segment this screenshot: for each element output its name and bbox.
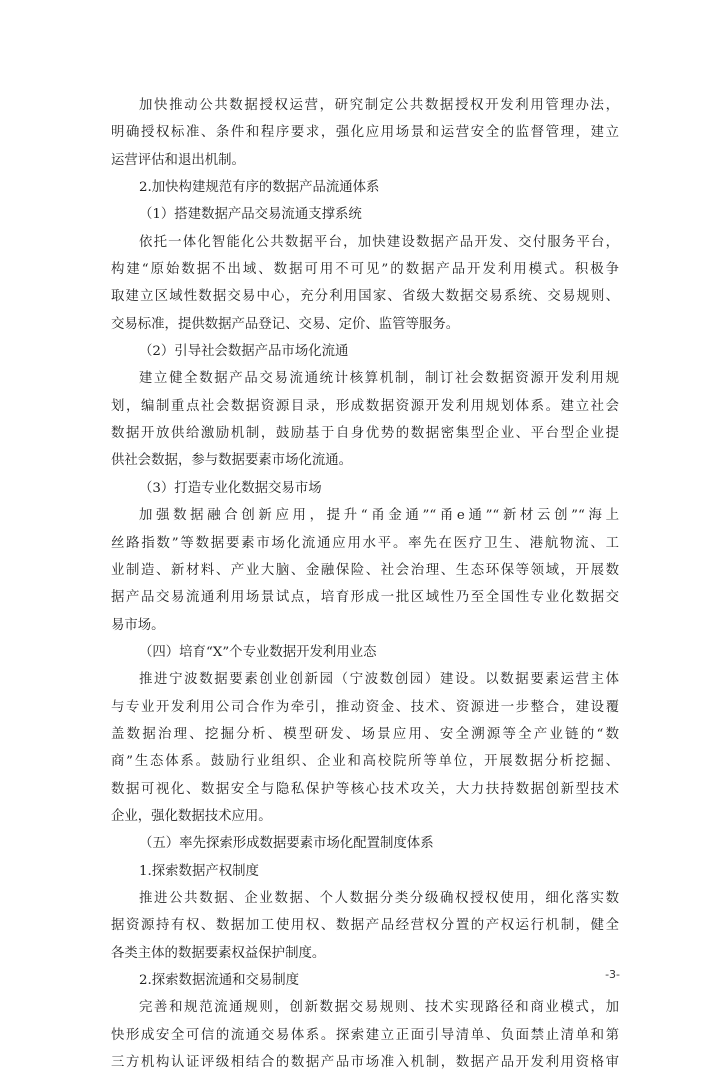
subsection-heading: 1.探索数据产权制度 bbox=[139, 863, 259, 879]
text-line: 与专业开发利用公司合作为牵引，推动资金、技术、资源进一步整合，建设覆 bbox=[111, 699, 619, 715]
text-line: 运营评估和退出机制。 bbox=[111, 152, 245, 168]
text-line: 明确授权标准、条件和程序要求，强化应用场景和运营安全的监督管理，建立 bbox=[111, 125, 619, 141]
text-line: 交易标准，提供数据产品登记、交易、定价、监管等服务。 bbox=[111, 316, 460, 332]
subsection-heading: （2）引导社会数据产品市场化流通 bbox=[139, 344, 349, 360]
text-line: 快形成安全可信的流通交易体系。探索建立正面引导清单、负面禁止清单和第 bbox=[111, 1027, 619, 1043]
text-line: 数据开放供给激励机制，鼓励基于自身优势的数据密集型企业、平台型企业提 bbox=[111, 426, 619, 442]
text-line: 丝路指数”等数据要素市场化流通应用水平。率先在医疗卫生、港航物流、工 bbox=[111, 535, 619, 551]
page-number: -3- bbox=[605, 968, 620, 981]
text-line: 推进宁波数据要素创业创新园（宁波数创园）建设。以数据要素运营主体 bbox=[139, 672, 619, 688]
text-line: 据资源持有权、数据加工使用权、数据产品经营权分置的产权运行机制，健全 bbox=[111, 918, 619, 934]
section-heading: （五）率先探索形成数据要素市场化配置制度体系 bbox=[139, 836, 434, 852]
text-line: 加强数据融合创新应用，提升“甬金通”“甬e通”“新材云创”“海上 bbox=[139, 508, 619, 524]
section-heading: （四）培育“X”个专业数据开发利用业态 bbox=[139, 644, 377, 660]
body-text bbox=[111, 92, 619, 1076]
text-line: 建立健全数据产品交易流通统计核算机制，制订社会数据资源开发利用规 bbox=[139, 371, 619, 387]
text-line: 据产品交易流通利用场景试点，培育形成一批区域性乃至全国性专业化数据交 bbox=[111, 590, 619, 606]
text-line: 推进公共数据、企业数据、个人数据分类分级确权授权使用，细化落实数 bbox=[139, 890, 619, 906]
text-line: 取建立区域性数据交易中心，充分利用国家、省级大数据交易系统、交易规则、 bbox=[111, 289, 619, 305]
text-line: 依托一体化智能化公共数据平台，加快建设数据产品开发、交付服务平台， bbox=[139, 234, 619, 250]
text-line: 供社会数据，参与数据要素市场化流通。 bbox=[111, 453, 353, 469]
text-line: 各类主体的数据要素权益保护制度。 bbox=[111, 945, 326, 961]
section-heading: 2.加快构建规范有序的数据产品流通体系 bbox=[139, 180, 380, 196]
text-line: 盖数据治理、挖掘分析、模型研发、场景应用、安全溯源等全产业链的“数 bbox=[111, 726, 619, 742]
text-line: 数据可视化、数据安全与隐私保护等核心技术攻关，大力扶持数据创新型技术 bbox=[111, 781, 619, 797]
text-line: 构建“原始数据不出域、数据可用不可见”的数据产品开发利用模式。积极争 bbox=[111, 262, 619, 278]
subsection-heading: （3）打造专业化数据交易市场 bbox=[139, 480, 322, 496]
text-line: 完善和规范流通规则，创新数据交易规则、技术实现路径和商业模式，加 bbox=[139, 1000, 619, 1016]
text-line: 三方机构认证评级相结合的数据产品市场准入机制，数据产品开发利用资格审 bbox=[111, 1055, 619, 1071]
subsection-heading: 2.探索数据流通和交易制度 bbox=[139, 973, 300, 988]
text-line: 划，编制重点社会数据资源目录，形成数据资源开发利用规划体系。建立社会 bbox=[111, 398, 619, 414]
subsection-heading: （1）搭建数据产品交易流通支撑系统 bbox=[139, 207, 362, 223]
text-line: 业制造、新材料、产业大脑、金融保险、社会治理、生态环保等领域，开展数 bbox=[111, 562, 619, 578]
text-line: 易市场。 bbox=[111, 617, 165, 633]
text-line: 商”生态体系。鼓励行业组织、企业和高校院所等单位，开展数据分析挖掘、 bbox=[111, 754, 619, 770]
text-line: 加快推动公共数据授权运营，研究制定公共数据授权开发利用管理办法， bbox=[139, 98, 619, 113]
text-line: 企业，强化数据技术应用。 bbox=[111, 808, 272, 824]
